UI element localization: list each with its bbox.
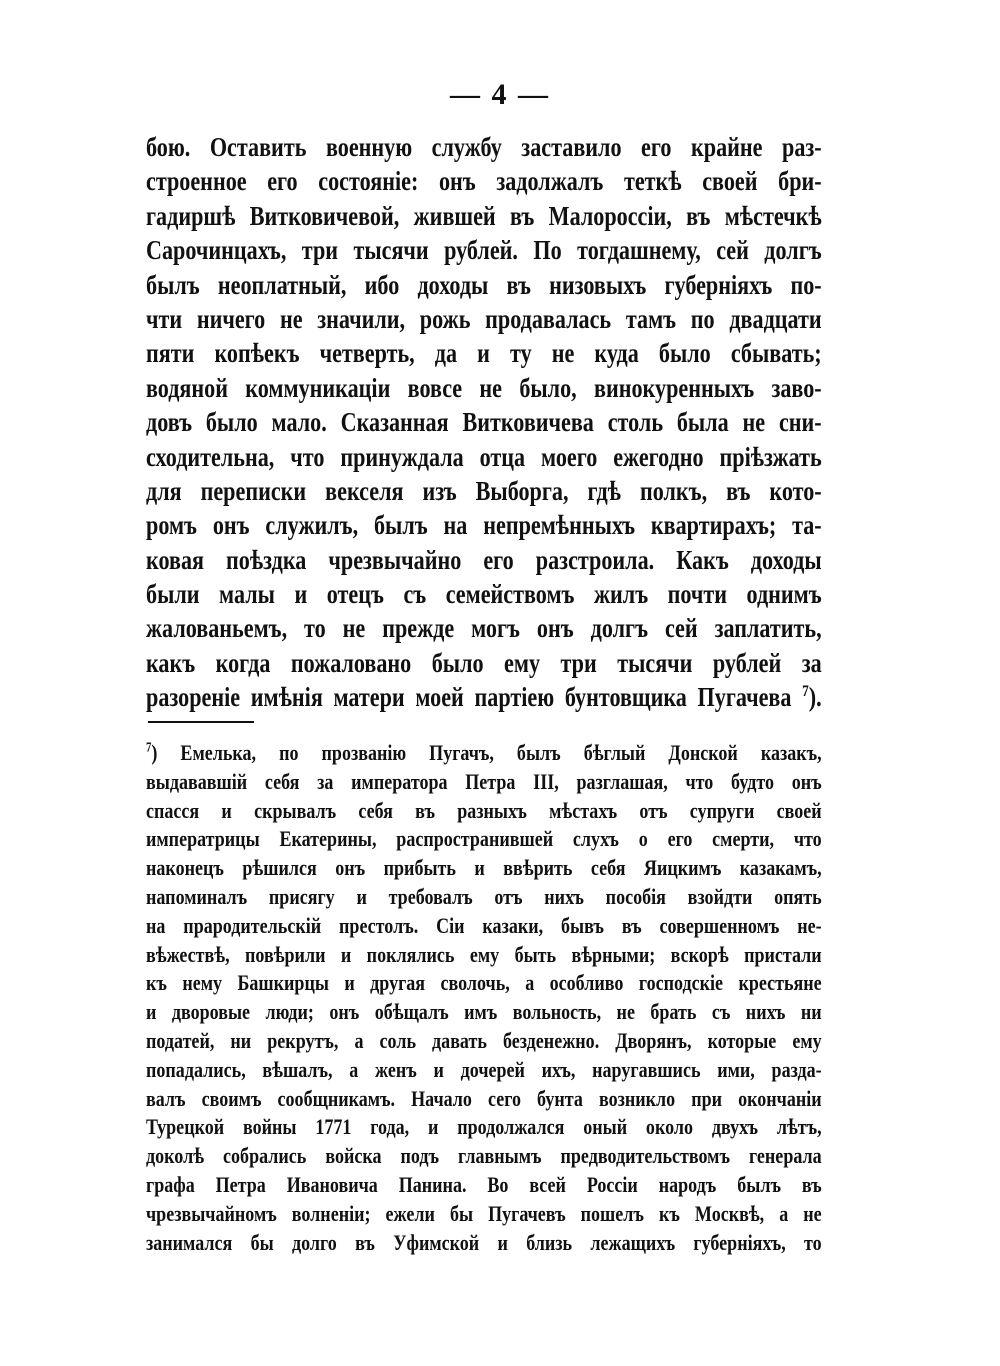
body-line: чти ничего не значили, рожь продавалась тамъ по двадцати bbox=[146, 303, 822, 334]
main-body-text bbox=[146, 130, 822, 715]
footnote-line: къ нему Башкирцы и другая сволочь, а особливо господскiе крестьяне bbox=[146, 970, 822, 996]
footnote-line: и дворовые люди; онъ обѣщалъ имъ вольность, не брать съ нихъ ни bbox=[146, 999, 822, 1025]
body-line: для переписки векселя изъ Выборга, гдѣ полкъ, въ кото- bbox=[146, 475, 822, 506]
footnote-line: попадались, вѣшалъ, а женъ и дочерей ихъ, наругавшись ими, разда- bbox=[146, 1056, 822, 1082]
body-line: ковая поѣздка чрезвычайно его разстроила. Какъ доходы bbox=[146, 544, 822, 575]
footnote-first-line bbox=[146, 739, 822, 768]
footnote-text bbox=[146, 739, 822, 1257]
footnote-line: податей, ни рекрутъ, а соль давать безденежно. Дворянъ, которые ему bbox=[146, 1027, 822, 1053]
body-line: пяти копѣекъ четверть, да и ту не куда было сбывать; bbox=[146, 338, 822, 369]
footnote-line: напоминалъ присягу и требовалъ отъ нихъ пособiя взойдти опять bbox=[146, 883, 822, 909]
footnote-line: выдававшiй себя за императора Петра III, разглашая, что будто онъ bbox=[146, 768, 822, 794]
footnote-reference: 7 bbox=[802, 682, 809, 701]
body-line: гадиршѣ Витковичевой, жившей въ Малороссiи, въ мѣстечкѣ bbox=[146, 200, 822, 231]
footnote-line: спасся и скрывалъ себя въ разныхъ мѣстахъ отъ супруги своей bbox=[146, 797, 822, 823]
body-last-line bbox=[146, 680, 822, 714]
body-line: довъ было мало. Сказанная Витковичева столь была не сни- bbox=[146, 407, 822, 438]
footnote-line: на прародительскiй престолъ. Сiи казаки, бывъ въ совершенномъ не- bbox=[146, 912, 822, 938]
page-number: — 4 — bbox=[450, 78, 550, 111]
footnote-line: валъ своимъ сообщникамъ. Начало сего бунта возникло при окончанiи bbox=[146, 1085, 822, 1111]
footnote-line: наконецъ рѣшился онъ прибыть и ввѣрить себя Яицкимъ казакамъ, bbox=[146, 855, 822, 881]
body-line: какъ когда пожаловано было ему три тысячи рублей за bbox=[146, 647, 822, 678]
footnote-marker: 7 bbox=[146, 739, 152, 755]
footnote-line: чрезвычайномъ волненiи; ежели бы Пугачевъ пошелъ къ Москвѣ, а не bbox=[146, 1200, 822, 1226]
body-line: былъ неоплатный, ибо доходы въ низовыхъ губернiяхъ по- bbox=[146, 269, 822, 300]
footnote-line: графа Петра Ивановича Панина. Во всей Россiи народъ былъ въ bbox=[146, 1171, 822, 1197]
body-line: водяной коммуникацiи вовсе не было, винокуренныхъ заво- bbox=[146, 372, 822, 403]
footnote-line: императрицы Екатерины, распространившей слухъ о его смерти, что bbox=[146, 826, 822, 852]
body-line: жалованьемъ, то не прежде могъ онъ долгъ сей заплатить, bbox=[146, 613, 822, 644]
body-line: бою. Оставить военную службу заставило его крайне раз- bbox=[146, 132, 822, 162]
footnote-divider bbox=[148, 721, 254, 723]
footnote-line: Турецкой войны 1771 года, и продолжался оный около двухъ лѣтъ, bbox=[146, 1114, 822, 1140]
footnote-line: занимался бы долго въ Уфимской и близь лежащихъ губернiяхъ, то bbox=[146, 1229, 822, 1255]
body-line: сходительна, что принуждала отца моего ежегодно прiѣзжать bbox=[146, 441, 822, 472]
body-line: Сарочинцахъ, три тысячи рублей. По тогдашнему, сей долгъ bbox=[146, 235, 822, 266]
body-line-text: разоренiе имѣнiя матери моей партiею бунтовщика Пугачева bbox=[146, 682, 792, 713]
body-line: ромъ онъ служилъ, былъ на непремѣнныхъ квартирахъ; та- bbox=[146, 510, 822, 541]
body-line: строенное его состоянiе: онъ задолжалъ теткѣ своей бри- bbox=[146, 166, 822, 197]
body-line: были малы и отецъ съ семействомъ жилъ почти однимъ bbox=[146, 579, 822, 610]
footnote-line: доколѣ собрались войска подъ главнымъ предводительствомъ генерала bbox=[146, 1143, 822, 1169]
body-line-end: ). bbox=[808, 682, 822, 713]
footnote-line-text: ) Емелька, по прозванiю Пугачъ, былъ бѣглый Донской казакъ, bbox=[151, 740, 822, 765]
footnote-line: вѣжествѣ, повѣрили и поклялись ему быть вѣрными; вскорѣ пристали bbox=[146, 941, 822, 967]
